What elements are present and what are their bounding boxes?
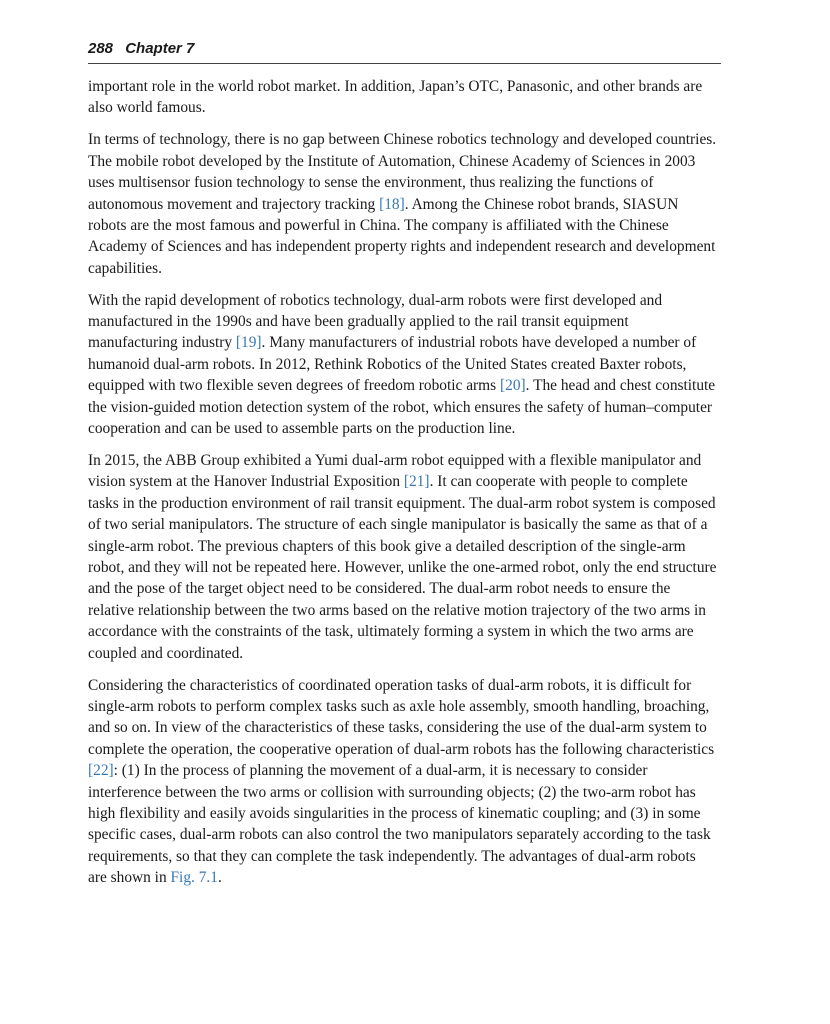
figure-link-7-1[interactable]: Fig. 7.1 — [170, 869, 218, 887]
citation-link-21[interactable]: [21] — [403, 473, 430, 491]
chapter-title: Chapter 7 — [125, 40, 195, 57]
paragraph-2-text-a: In terms of technology, there is no gap between Chinese robotics technology and developed countries. The mobile robot developed by the Institute of Automation, Chinese Academy of Sciences in 2003 uses multisensor fusion technology to sense the environment, thus realizing the functions of autonomous movement and trajectory tracking — [88, 131, 717, 213]
paragraph-5 — [88, 675, 718, 889]
paragraph-2-text-b: . Among the Chinese robot brands, SIASUN robots are the most famous and powerful in China. The company is affiliated with the Chinese Academy of Sciences and has independent property rights and independent research and development capabilities. — [88, 195, 716, 277]
paragraph-5-text-c: . — [217, 869, 222, 887]
paragraph-3-text-c: . The head and chest constitute the vision-guided motion detection system of the robot, which ensures the safety of human–computer cooperation and can be used to assemble parts on the production line. — [88, 377, 716, 438]
paragraph-3-text-a: With the rapid development of robotics technology, dual-arm robots were first developed and manufactured in the 1990s and have been gradually applied to the rail transit equipment manufacturing industry — [88, 291, 663, 352]
page-header — [88, 38, 721, 64]
citation-link-19[interactable]: [19] — [235, 334, 262, 352]
paragraph-3-text-b: . Many manufacturers of industrial robots have developed a number of humanoid dual-arm robots. In 2012, Rethink Robotics of the United States created Baxter robots, equipped with two flexible seven degrees of freedom robotic arms — [88, 334, 697, 395]
paragraph-1 — [88, 76, 718, 119]
paragraph-4-text-b: . It can cooperate with people to complete tasks in the production environment of rail transit equipment. The dual-arm robot system is composed of two serial manipulators. The structure of each single manipulator is basically the same as that of a single-arm robot. The previous chapters of this book give a detailed description of the single-arm robot, and they will not be repeated here. However, unlike the one-armed robot, only the end structure and the pose of the target object need to be considered. The dual-arm robot needs to ensure the relative relationship between the two arms based on the relative motion trajectory of the two arms in accordance with the constraints of the task, ultimately forming a system in which the two arms are coupled and coordinated. — [88, 473, 717, 662]
body-text — [88, 76, 718, 899]
citation-link-20[interactable]: [20] — [500, 377, 526, 395]
paragraph-4 — [88, 450, 718, 664]
paragraph-1-text: important role in the world robot market. In addition, Japan’s OTC, Panasonic, and other brands are also world famous. — [88, 78, 703, 117]
paragraph-2 — [88, 129, 718, 279]
citation-link-18[interactable]: [18] — [379, 195, 405, 213]
page-number: 288 — [88, 40, 114, 57]
paragraph-5-text-b: : (1) In the process of planning the movement of a dual-arm, it is necessary to consider interference between the two arms or collision with surrounding objects; (2) the two-arm robot has high flexibility and easily avoids singularities in the process of kinematic coupling; and (3) in some specific cases, dual-arm robots can also control the two manipulators separately according to the task requirements, so that they can complete the task independently. The advantages of dual-arm robots are shown in — [88, 762, 711, 887]
paragraph-5-text-a: Considering the characteristics of coordinated operation tasks of dual-arm robots, it is difficult for single-arm robots to perform complex tasks such as axle hole assembly, smooth handling, broaching, and so on. In view of the characteristics of these tasks, considering the use of the dual-arm system to complete the operation, the cooperative operation of dual-arm robots has the following characteristics — [88, 676, 715, 758]
paragraph-4-text-a: In 2015, the ABB Group exhibited a Yumi dual-arm robot equipped with a flexible manipulator and vision system at the Hanover Industrial Exposition — [88, 452, 702, 491]
paragraph-3 — [88, 290, 718, 440]
citation-link-22[interactable]: [22] — [88, 762, 114, 780]
